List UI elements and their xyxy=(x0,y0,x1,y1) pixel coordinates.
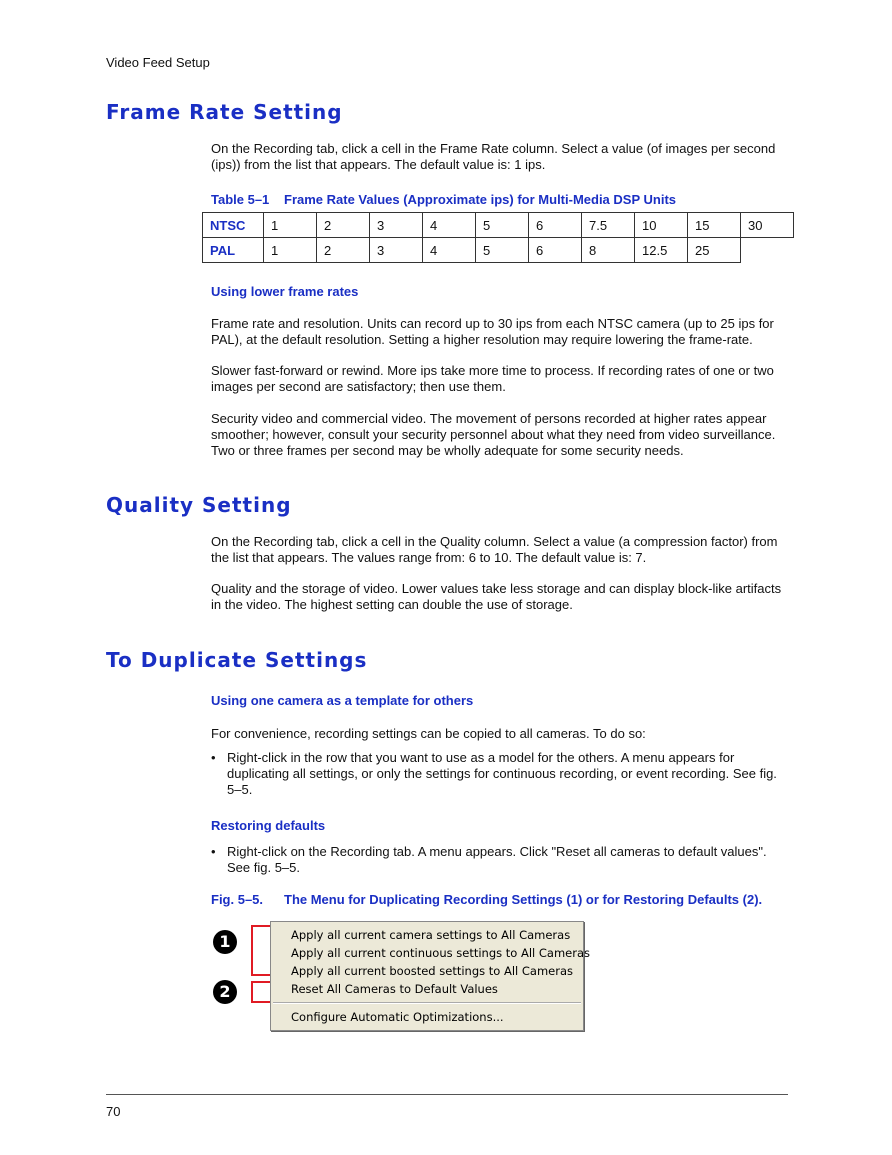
table-cell: 8 xyxy=(582,238,635,263)
bullet-restore-text: Right-click on the Recording tab. A menu appears. Click "Reset all cameras to default values". See fig. 5–5. xyxy=(227,844,767,875)
table-cell: 3 xyxy=(370,238,423,263)
paragraph-resolution: Frame rate and resolution. Units can record up to 30 ips from each NTSC camera (up to 25 ips for PAL), at the default resolution. Setting a higher resolution may require lowering the frame-rate. xyxy=(211,316,774,347)
footer-rule xyxy=(106,1094,788,1095)
paragraph-fast-forward: Slower fast-forward or rewind. More ips take more time to process. If recording rates of one or two images per second are satisfactory; then use them. xyxy=(211,363,774,394)
frame-rate-table xyxy=(202,212,794,263)
duplicate-heading: To Duplicate Settings xyxy=(106,648,368,672)
table-row-pal xyxy=(203,238,794,263)
table-cell: 1 xyxy=(264,238,317,263)
menu-item-apply-continuous-settings[interactable]: Apply all current continuous settings to All Cameras xyxy=(291,946,591,960)
bullet-restore xyxy=(211,844,791,876)
table-row-ntsc xyxy=(203,213,794,238)
bullet-dot: • xyxy=(211,750,216,765)
bullet-duplicate xyxy=(211,750,791,798)
running-header: Video Feed Setup xyxy=(106,55,210,70)
table-cell: 4 xyxy=(423,213,476,238)
table-cell: 10 xyxy=(635,213,688,238)
menu-separator xyxy=(273,1002,581,1004)
quality-storage: Quality and the storage of video. Lower values take less storage and can display block-like artifacts in the video. The highest setting can double the use of storage. xyxy=(211,581,782,612)
context-menu xyxy=(270,921,591,1031)
frame-rate-intro: On the Recording tab, click a cell in the Frame Rate column. Select a value (of images per second (ips)) from the list that appears. The default value is: 1 ips. xyxy=(211,141,776,172)
table-cell: 15 xyxy=(688,213,741,238)
table-cell: 1 xyxy=(264,213,317,238)
table-cell: 25 xyxy=(688,238,741,263)
menu-item-apply-camera-settings[interactable]: Apply all current camera settings to All Cameras xyxy=(291,928,571,942)
table-cell-empty xyxy=(741,238,794,263)
table-cell: 5 xyxy=(476,238,529,263)
callout-badge-1: 1 xyxy=(213,930,237,954)
figure-caption-number: Fig. 5–5. xyxy=(211,892,264,907)
figure-caption xyxy=(211,892,762,907)
table-cell: 3 xyxy=(370,213,423,238)
table-cell: 12.5 xyxy=(635,238,688,263)
frame-rate-heading: Frame Rate Setting xyxy=(106,100,343,124)
menu-item-configure-optimizations[interactable]: Configure Automatic Optimizations... xyxy=(291,1010,504,1024)
paragraph-security-video: Security video and commercial video. The movement of persons recorded at higher rates appear smoother; however, consult your security personnel about what they need from video surveillance. Two or three frames per second may be wholly adequate for some security needs. xyxy=(211,411,776,458)
lower-frame-rates-subheading: Using lower frame rates xyxy=(211,284,359,299)
restoring-defaults-subheading: Restoring defaults xyxy=(211,818,326,833)
table-caption xyxy=(211,192,676,207)
menu-item-reset-defaults[interactable]: Reset All Cameras to Default Values xyxy=(291,982,498,996)
callout-badge-2: 2 xyxy=(213,980,237,1004)
page-number: 70 xyxy=(106,1104,121,1119)
table-caption-text: Frame Rate Values (Approximate ips) for Multi-Media DSP Units xyxy=(284,192,677,207)
bullet-dot: • xyxy=(211,844,216,859)
table-cell: 2 xyxy=(317,213,370,238)
figure-caption-text: The Menu for Duplicating Recording Settings (1) or for Restoring Defaults (2). xyxy=(284,892,763,907)
duplicate-intro: For convenience, recording settings can be copied to all cameras. To do so: xyxy=(211,726,646,741)
table-cell: 6 xyxy=(529,213,582,238)
row-label-pal: PAL xyxy=(203,238,264,263)
table-cell: 7.5 xyxy=(582,213,635,238)
table-cell: 6 xyxy=(529,238,582,263)
template-subheading: Using one camera as a template for others xyxy=(211,693,474,708)
menu-item-apply-boosted-settings[interactable]: Apply all current boosted settings to All Cameras xyxy=(291,964,574,978)
table-cell: 2 xyxy=(317,238,370,263)
table-cell: 4 xyxy=(423,238,476,263)
bullet-duplicate-text: Right-click in the row that you want to use as a model for the others. A menu appears for duplicating all settings, or only the settings for continuous recording, or event recording. See fig. 5–5. xyxy=(227,750,777,797)
table-cell: 30 xyxy=(741,213,794,238)
quality-intro: On the Recording tab, click a cell in the Quality column. Select a value (a compression factor) from the list that appears. The values range from: 6 to 10. The default value is: 7. xyxy=(211,534,778,565)
row-label-ntsc: NTSC xyxy=(203,213,264,238)
quality-heading: Quality Setting xyxy=(106,493,292,517)
table-caption-number: Table 5–1 xyxy=(211,192,270,207)
table-cell: 5 xyxy=(476,213,529,238)
